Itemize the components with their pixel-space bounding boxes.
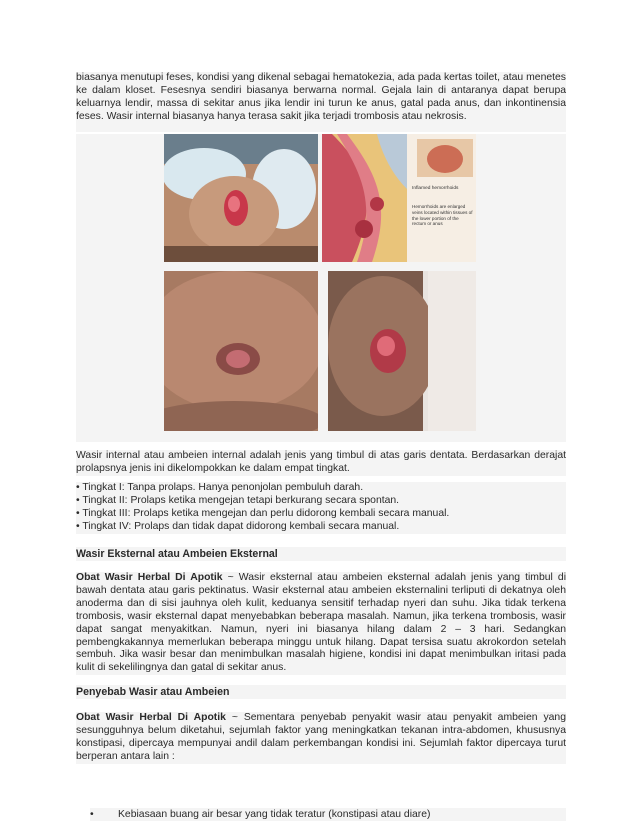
paragraph-internal-hemorrhoids: Wasir internal atau ambeien internal adalah jenis yang timbul di atas garis dentata. Berdasarkan derajat prolapsnya jenis ini dikelompokkan ke dalam empat tingkat. (76, 450, 566, 474)
list-item (90, 808, 566, 821)
heading-external: Wasir Eksternal atau Ambeien Eksternal (76, 547, 566, 561)
photo-gloved-examination (164, 134, 318, 262)
image-collage (164, 134, 476, 434)
diagram-label-inflamed: Inflamed hemorrhoids (412, 186, 459, 191)
hemorrhoid-figure (76, 134, 566, 442)
diagram-label-description: Hemorrhoids are enlarged veins located within tissues of the lower portion of the rectum or anus (412, 204, 473, 227)
paragraph-text: ~ Wasir eksternal atau ambeien eksternal adalah jenis yang timbul di bawah dentata atau garis pektinatus. Wasir eksternal atau ambeien eksternalini terliputi di dekatnya oleh anoderma dan di sisi jauhnya oleh kulit, keduanya sensitif terhadap nyeri dan suhu. Jika tidak terkena trombosis, wasir eksternal dapat menyebabkan beberapa masalah. Namun, jika terkena trombosis, wasir dapat sangat menyakitkan. Namun, nyeri ini biasanya hilang dalam 2 – 3 hari. Sedangkan pembengkakannya memerlukan beberapa minggu untuk hilang. Dapat tersisa suatu akrokordon setelah sembuh. Jika wasir besar dan menimbulkan masalah higiene, kondisi ini dapat menimbulkan iritasi pada kulit di sekelilingnya dan gatal di sekitar anus. (76, 572, 566, 674)
paragraph-causes (76, 712, 566, 764)
paragraph-lead: Obat Wasir Herbal Di Apotik (76, 712, 226, 723)
list-item: • Tingkat II: Prolaps ketika mengejan tetapi berkurang secara spontan. (76, 495, 566, 508)
anatomy-diagram (322, 134, 476, 262)
list-item: • Tingkat IV: Prolaps dan tidak dapat didorong kembali secara manual. (76, 521, 566, 534)
paragraph-external-hemorrhoids (76, 572, 566, 675)
cause-text: Kebiasaan buang air besar yang tidak teratur (konstipasi atau diare) (118, 809, 431, 820)
prolapse-grade-list (76, 482, 566, 534)
paragraph-text: ~ Sementara penyebab penyakit wasir atau penyakit ambeien yang sesungguhnya belum diketahui, sejumlah faktor yang meningkatkan tekanan intra-abdomen, khususnya konstipasi, dipercaya mempunyai andil dalam perkembangan kondisi ini. Sejumlah faktor dipercaya turut berperan antara lain : (76, 712, 566, 762)
paragraph-lead: Obat Wasir Herbal Di Apotik (76, 572, 223, 583)
bullet-icon: • (90, 809, 94, 820)
photo-external-lesion (164, 271, 318, 431)
list-item: • Tingkat I: Tanpa prolaps. Hanya penonjolan pembuluh darah. (76, 482, 566, 495)
photo-prolapsed-hemorrhoid (328, 271, 476, 431)
heading-causes: Penyebab Wasir atau Ambeien (76, 685, 566, 699)
paragraph-symptoms: biasanya menutupi feses, kondisi yang dikenal sebagai hematokezia, ada pada kertas toilet, atau menetes ke dalam kloset. Fesesnya sendiri biasanya berwarna normal. Gejala lain di antaranya dapat berupa keluarnya lendir, massa di sekitar anus jika lendir ini turun ke anus, gatal pada anus, dan inkontinensia feses. Wasir internal biasanya hanya terasa sakit jika terjadi trombosis atau nekrosis. (76, 72, 566, 132)
list-item: • Tingkat III: Prolaps ketika mengejan dan perlu didorong kembali secara manual. (76, 508, 566, 521)
